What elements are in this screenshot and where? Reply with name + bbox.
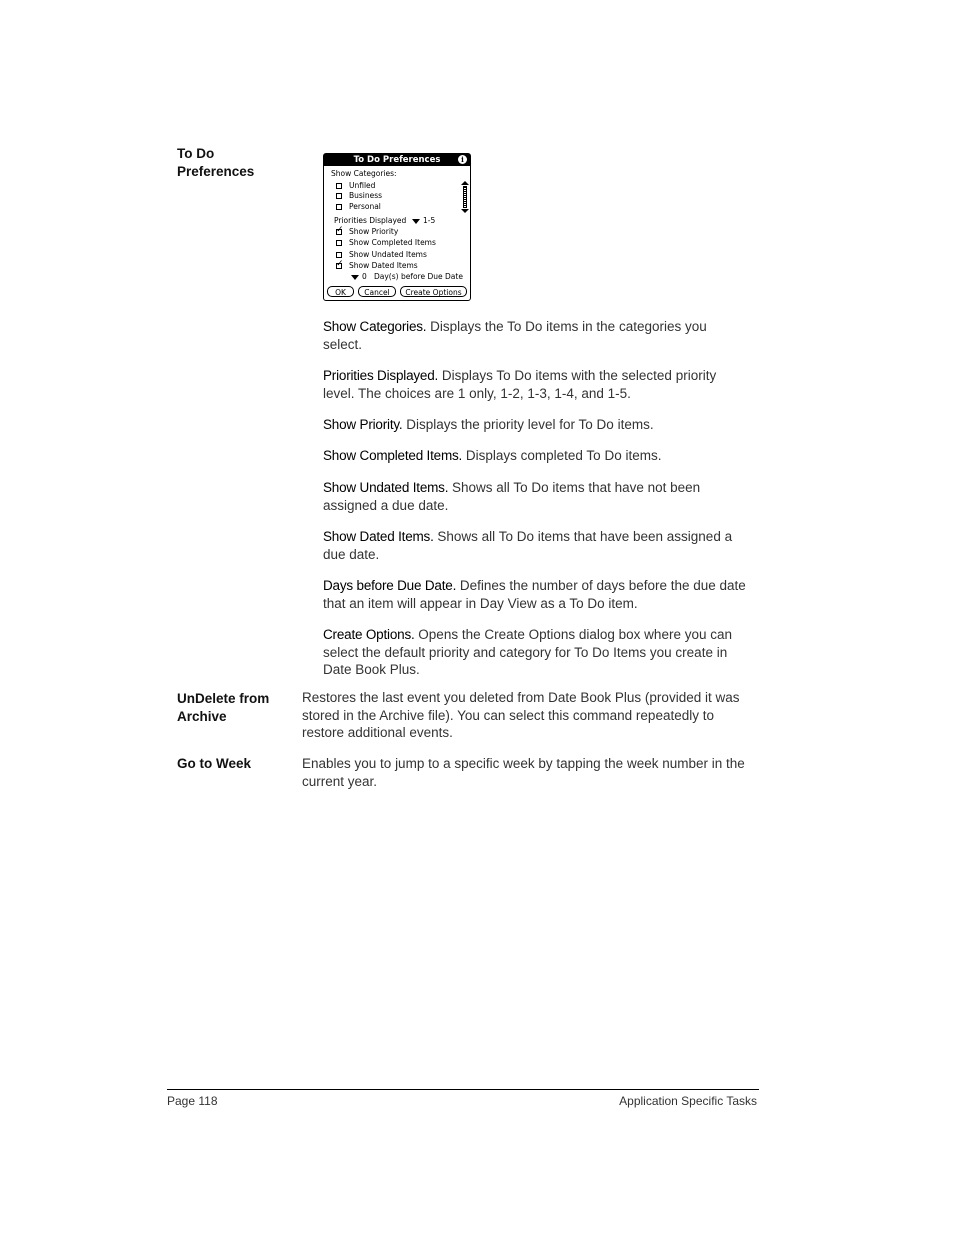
category-label: Business [349, 191, 383, 200]
checkbox-show-undated[interactable] [336, 252, 342, 258]
description-show-categories [323, 318, 763, 353]
term: Priorities Displayed. [323, 368, 439, 383]
option-label: Show Priority [349, 227, 399, 236]
description-text: Opens the Create Options dialog box where you can [414, 627, 732, 642]
heading-line: Preferences [177, 163, 255, 179]
description-text: restore additional events. [302, 725, 453, 740]
scroll-down-arrow-icon[interactable] [461, 209, 469, 213]
description-text: that an item will appear in Day View as a To Do item. [323, 595, 638, 611]
create-options-button[interactable]: Create Options [400, 286, 467, 297]
heading-line: Archive [177, 708, 227, 724]
option-label: Show Completed Items [349, 238, 436, 247]
description-text: Displays completed To Do items. [462, 448, 662, 463]
option-label: Show Dated Items [349, 261, 418, 270]
description-text: current year. [302, 773, 378, 789]
description-show-completed-items [323, 447, 763, 465]
heading-line: To Do [177, 146, 215, 161]
checkbox-show-dated[interactable] [336, 263, 342, 269]
term: Days before Due Date. [323, 578, 457, 593]
checkbox-business[interactable] [336, 193, 342, 199]
option-label: Show Undated Items [349, 250, 427, 259]
ok-button[interactable]: OK [327, 286, 354, 297]
footer-divider [167, 1089, 759, 1090]
days-value[interactable]: 0 [362, 272, 367, 281]
description-create-options [323, 626, 763, 679]
description-days-before-due-date [323, 577, 763, 612]
days-label: Day(s) before Due Date [374, 272, 463, 281]
chapter-title: Application Specific Tasks [619, 1094, 757, 1108]
days-dropdown-arrow-icon[interactable] [351, 275, 359, 280]
scroll-track[interactable] [463, 186, 467, 208]
undelete-description [302, 689, 762, 742]
term: Show Priority. [323, 417, 403, 432]
description-text: Displays the To Do items in the categories you [426, 319, 707, 334]
section-heading-undelete-from-archive [177, 690, 269, 725]
description-show-priority [323, 416, 763, 434]
heading-line: UnDelete from [177, 691, 270, 706]
description-text: Shows all To Do items that have been assigned a [433, 529, 733, 544]
checkbox-personal[interactable] [336, 204, 342, 210]
description-text: Displays To Do items with the selected priority [438, 368, 717, 383]
description-text: stored in the Archive file). You can select this command repeatedly to [302, 707, 714, 723]
priorities-displayed-label: Priorities Displayed [334, 216, 407, 225]
description-text: Defines the number of days before the due date [456, 578, 746, 593]
dialog-title: To Do Preferences [324, 154, 470, 166]
term: Show Undated Items. [323, 480, 449, 495]
checkbox-show-completed[interactable] [336, 240, 342, 246]
description-text: Shows all To Do items that have not been [448, 480, 701, 495]
description-text: Date Book Plus. [323, 662, 420, 677]
category-scrollbar[interactable] [461, 181, 469, 213]
category-label: Unfiled [349, 181, 376, 190]
term: Show Dated Items. [323, 529, 434, 544]
description-show-dated-items [323, 528, 763, 563]
term: Create Options. [323, 627, 415, 642]
page-number: Page 118 [167, 1094, 218, 1108]
scroll-up-arrow-icon[interactable] [461, 181, 469, 185]
description-text: level. The choices are 1 only, 1-2, 1-3, 1-4, and 1-5. [323, 385, 631, 401]
term: Show Completed Items. [323, 448, 463, 463]
checkbox-show-priority[interactable] [336, 229, 342, 235]
term: Show Categories. [323, 319, 427, 334]
category-label: Personal [349, 202, 381, 211]
section-heading-todo-preferences [177, 145, 254, 180]
todo-preferences-dialog [323, 153, 471, 301]
show-categories-label: Show Categories: [331, 169, 397, 178]
go-to-week-description [302, 755, 762, 790]
priorities-dropdown-arrow-icon[interactable] [412, 219, 420, 224]
info-icon[interactable]: i [458, 155, 467, 164]
heading-line: Go to Week [177, 756, 252, 771]
description-text: Displays the priority level for To Do items. [402, 417, 654, 432]
description-text: Restores the last event you deleted from Date Book Plus (provided it was [302, 690, 740, 705]
checkbox-unfiled[interactable] [336, 183, 342, 189]
section-heading-go-to-week [177, 755, 251, 773]
description-text: Enables you to jump to a specific week by tapping the week number in the [302, 756, 745, 771]
description-text: due date. [323, 546, 380, 562]
priorities-value[interactable]: 1-5 [423, 216, 436, 225]
cancel-button[interactable]: Cancel [358, 286, 396, 297]
description-text: select. [323, 336, 363, 352]
description-text: assigned a due date. [323, 497, 449, 513]
description-priorities-displayed [323, 367, 763, 402]
description-show-undated-items [323, 479, 763, 514]
description-text: select the default priority and category for To Do Items you create in [323, 644, 728, 660]
